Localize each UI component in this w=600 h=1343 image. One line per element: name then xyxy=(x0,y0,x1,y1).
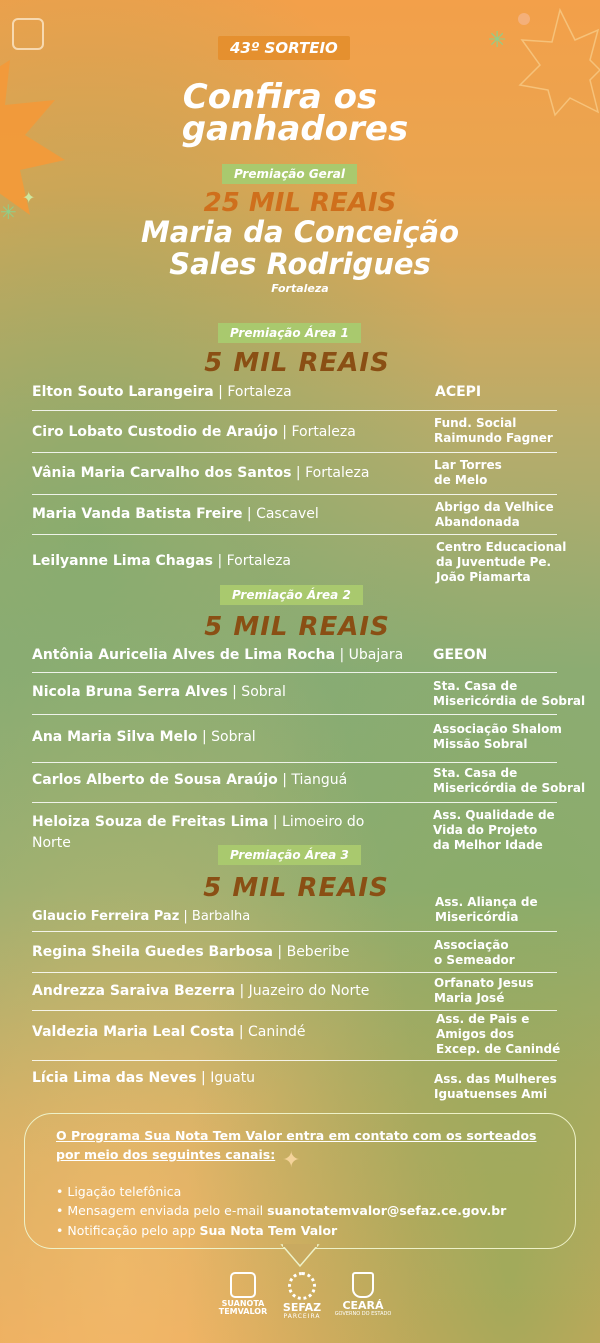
winner-name: Valdezia Maria Leal Costa xyxy=(32,1024,235,1040)
divider xyxy=(32,494,557,495)
institution: Associação o Semeador xyxy=(434,938,515,967)
winner-city: | Beberibe xyxy=(272,944,350,960)
winner-city: | Tianguá xyxy=(277,772,348,788)
general-winner-line2: Sales Rodrigues xyxy=(169,247,431,281)
list-item xyxy=(32,644,557,674)
list-item xyxy=(32,1064,557,1104)
institution: Ass. Qualidade de Vida do Projeto da Melhor Idade xyxy=(433,808,555,852)
area1-amount: 5 MIL REAIS xyxy=(204,348,390,378)
sparkle-icon: ✦ xyxy=(22,188,36,207)
divider xyxy=(32,972,557,973)
winner-name: Andrezza Saraiva Bezerra xyxy=(32,983,236,999)
divider xyxy=(32,672,557,673)
coat-of-arms-icon xyxy=(352,1272,374,1298)
channel-email: • Mensagem enviada pelo e-mail suanotatemvalor@sefaz.ce.gov.br xyxy=(56,1203,507,1219)
edition-badge: 43º SORTEIO xyxy=(218,36,350,60)
channel-app: • Notificação pelo app Sua Nota Tem Valor xyxy=(56,1222,338,1238)
winner-city: | Juazeiro do Norte xyxy=(235,983,370,999)
winner-city: | Fortaleza xyxy=(291,465,370,481)
divider xyxy=(32,762,557,763)
institution: Sta. Casa de Misericórdia de Sobral xyxy=(433,679,586,708)
list-item xyxy=(32,538,567,586)
winner-city: | Fortaleza xyxy=(213,384,292,400)
divider xyxy=(32,931,557,932)
institution: Sta. Casa de Misericórdia de Sobral xyxy=(433,766,586,795)
general-prize-badge: Premiação Geral xyxy=(222,164,357,184)
winner-name: Leilyanne Lima Chagas xyxy=(32,553,214,569)
winner-name: Regina Sheila Guedes Barbosa xyxy=(32,944,273,960)
winner-name: Ciro Lobato Custodio de Araújo xyxy=(32,424,278,440)
institution: GEEON xyxy=(433,647,488,663)
winner-city: | Cascavel xyxy=(242,506,319,522)
brand-logo-icon xyxy=(12,18,44,50)
list-item xyxy=(32,380,557,412)
title-line2: ganhadores xyxy=(181,109,409,149)
institution: Associação Shalom Missão Sobral xyxy=(433,722,562,751)
winner-city: | Sobral xyxy=(197,729,256,745)
divider xyxy=(32,452,557,453)
logo-sefaz: SEFAZ PARCEIRA xyxy=(277,1272,327,1320)
winner-city: | Iguatu xyxy=(196,1070,256,1086)
contact-channels xyxy=(56,1182,506,1240)
logo-sua-nota: SUANOTA TEMVALOR xyxy=(216,1272,270,1317)
winner-name: Elton Souto Larangeira xyxy=(32,384,214,400)
institution: Fund. Social Raimundo Fagner xyxy=(434,416,553,445)
contact-intro-line2: por meio dos seguintes canais: xyxy=(56,1146,276,1162)
winner-name: Maria Vanda Batista Freire xyxy=(32,506,243,522)
sparkle-icon: ✦ xyxy=(282,1148,301,1173)
area3-amount: 5 MIL REAIS xyxy=(203,873,389,903)
winner-name: Vânia Maria Carvalho dos Santos xyxy=(32,465,292,481)
winner-name: Lícia Lima das Neves xyxy=(32,1070,197,1086)
list-item xyxy=(32,764,586,804)
sefaz-icon xyxy=(288,1272,316,1300)
institution: ACEPI xyxy=(435,384,482,400)
divider xyxy=(32,534,557,535)
winner-name: Glaucio Ferreira Paz xyxy=(32,909,180,924)
list-item xyxy=(32,498,557,538)
dot-icon xyxy=(518,13,530,25)
winner-city: | Fortaleza xyxy=(213,553,292,569)
list-item xyxy=(32,895,557,931)
divider xyxy=(32,714,557,715)
list-item xyxy=(32,414,557,454)
winner-name: Antônia Auricelia Alves de Lima Rocha xyxy=(32,647,336,663)
divider xyxy=(32,410,557,411)
divider xyxy=(32,1060,557,1061)
institution: Ass. das Mulheres Iguatuenses Ami xyxy=(434,1072,557,1101)
winner-city: | Canindé xyxy=(234,1024,306,1040)
winner-name: Carlos Alberto de Sousa Araújo xyxy=(32,772,278,788)
area3-badge: Premiação Área 3 xyxy=(218,845,361,865)
winner-city: | Barbalha xyxy=(179,909,251,924)
bubble-tail-icon xyxy=(280,1244,320,1270)
winner-city: | Sobral xyxy=(227,684,286,700)
sparkle-icon: ✳ xyxy=(0,200,17,224)
list-item xyxy=(32,936,557,972)
contact-email[interactable]: suanotatemvalor@sefaz.ce.gov.br xyxy=(267,1203,507,1219)
logo-ceara: CEARÁ GOVERNO DO ESTADO xyxy=(333,1272,393,1318)
channel-phone: • Ligação telefônica xyxy=(56,1184,182,1199)
winner-city: | Limoeiro do Norte xyxy=(32,814,365,851)
list-item xyxy=(32,1012,561,1060)
sparkle-icon: ✳ xyxy=(488,28,507,53)
institution: Lar Torres de Melo xyxy=(434,458,502,487)
list-item xyxy=(32,456,557,496)
winner-city: | Ubajara xyxy=(335,647,404,663)
institution: Abrigo da Velhice Abandonada xyxy=(435,500,554,529)
institution: Ass. Aliança de Misericórdia xyxy=(435,895,538,924)
divider xyxy=(32,802,557,803)
winner-city: | Fortaleza xyxy=(277,424,356,440)
winner-name: Nicola Bruna Serra Alves xyxy=(32,684,228,700)
app-name: Sua Nota Tem Valor xyxy=(199,1222,338,1238)
title-line1: Confira os xyxy=(182,77,378,117)
winner-name: Ana Maria Silva Melo xyxy=(32,729,198,745)
area1-badge: Premiação Área 1 xyxy=(218,323,361,343)
list-item xyxy=(32,677,586,717)
receipt-icon xyxy=(230,1272,256,1298)
list-item xyxy=(32,718,562,762)
general-winner-line1: Maria da Conceição xyxy=(140,215,460,249)
institution: Orfanato Jesus Maria José xyxy=(434,976,534,1005)
general-prize-amount: 25 MIL REAIS xyxy=(203,188,397,218)
contact-intro-line1: O Programa Sua Nota Tem Valor entra em contato com os sorteados xyxy=(56,1128,537,1143)
general-winner-city: Fortaleza xyxy=(271,282,329,295)
institution: Centro Educacional da Juventude Pe. João Piamarta xyxy=(436,540,567,584)
area2-badge: Premiação Área 2 xyxy=(220,585,363,605)
winner-name: Heloiza Souza de Freitas Lima xyxy=(32,814,269,830)
institution: Ass. de Pais e Amigos dos Excep. de Canindé xyxy=(436,1012,561,1056)
area2-amount: 5 MIL REAIS xyxy=(204,612,390,642)
divider xyxy=(32,1010,557,1011)
list-item xyxy=(32,974,557,1010)
